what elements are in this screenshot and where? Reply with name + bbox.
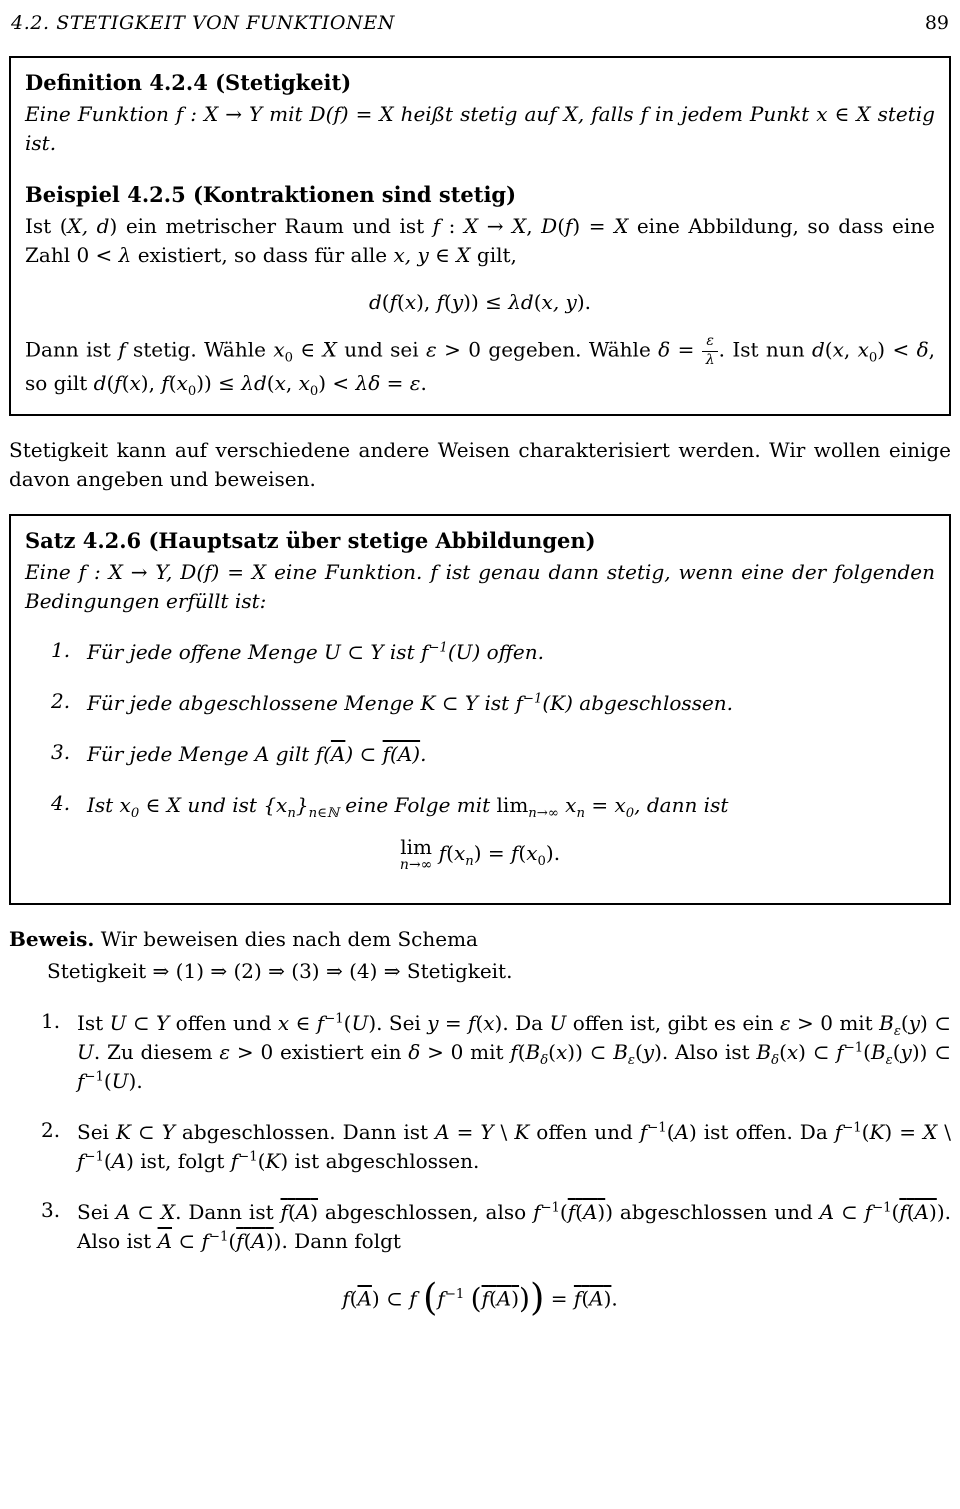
satz-item-4: [51, 791, 935, 820]
definition-title: Definition 4.2.4 (Stetigkeit): [25, 70, 352, 95]
definition-body: Eine Funktion f : X → Y mit D(f) = X heißt stetig auf X, falls f in jedem Punkt x ∈ X stetig ist.: [25, 102, 935, 155]
item-text: Ist $x_0$ ∈ X und ist $\{x_n\}_{n\in ℕ}$ eine Folge mit $\lim_{n\to\infty} x_n = x_0$, dann ist: [87, 793, 729, 821]
item-text: Sei A ⊂ X. Dann ist f(A) abgeschlossen, also $f^{-1}(f(A))$ abgeschlossen und A ⊂ $f^{-1}(f(A))$. Also ist $\overline{A}$ ⊂ $f^{-1}(f(A))$. Dann folgt: [77, 1200, 951, 1254]
satz-intro: Eine f : X → Y, D(f) = X eine Funktion. f ist genau dann stetig, wenn eine der folgenden Bedingungen erfüllt ist:: [25, 560, 935, 613]
item-number: 3.: [41, 1198, 61, 1223]
closure-formula: $f(\overline{A})$ ⊂ f ($f^{-1}$ (f(A))) = f(A).: [342, 1276, 618, 1320]
beweis-item-3: [41, 1198, 951, 1256]
item-text: Sei K ⊂ Y abgeschlossen. Dann ist A = Y \ K offen und $f^{-1}(A)$ ist offen. Da $f^{-1}(K) = X$ \ $f^{-1}(A)$ ist, folgt $f^{-1}(K)$ ist abgeschlossen.: [77, 1120, 951, 1174]
beweis-item-1: [41, 1009, 951, 1096]
satz-box: [9, 514, 951, 905]
beweis-item-2: [41, 1118, 951, 1176]
beispiel-title: Beispiel 4.2.5 (Kontraktionen sind stetig): [25, 182, 517, 207]
satz-item-3: [51, 740, 935, 769]
item-text: Für jede abgeschlossene Menge K ⊂ Y ist $f^{-1}(K)$ abgeschlossen.: [87, 691, 734, 715]
item-number: 3.: [51, 740, 71, 764]
item-number: 1.: [51, 638, 71, 662]
beweis-paragraph: [9, 925, 951, 954]
item-number: 2.: [41, 1118, 61, 1143]
beweis-schema: Stetigkeit ⇒ (1) ⇒ (2) ⇒ (3) ⇒ (4) ⇒ Stetigkeit.: [47, 959, 513, 984]
satz-title: Satz 4.2.6 (Hauptsatz über stetige Abbildungen): [25, 528, 596, 553]
item-number: 4.: [51, 791, 71, 815]
item-text: Ist U ⊂ Y offen und x ∈ $f^{-1}(U)$. Sei y = f(x). Da U offen ist, gibt es ein ε > 0 mit $B_\varepsilon(y)$ ⊂ U. Zu diesem ε > 0 existiert ein δ > 0 mit $f(B_\delta(x))$ ⊂ $B_\varepsilon(y)$. Also ist $B_\delta(x)$ ⊂ $f^{-1}(B_\varepsilon(y))$ ⊂ $f^{-1}(U)$.: [77, 1011, 951, 1094]
satz-item-list: [25, 638, 935, 820]
contraction-inequality-formula: d(f(x), f(y)) ≤ λd(x, y).: [368, 290, 592, 314]
section-heading: 4.2. STETIGKEIT VON FUNKTIONEN: [11, 12, 396, 34]
transition-paragraph: Stetigkeit kann auf verschiedene andere Weisen charakterisiert werden. Wir wollen einige davon angeben und beweisen.: [9, 438, 951, 491]
limit-formula: lim n→∞ $f(x_n) = f(x_0)$.: [399, 835, 561, 873]
satz-item-2: [51, 689, 935, 718]
satz-item-1: [51, 638, 935, 667]
beweis-label: Beweis.: [9, 927, 95, 952]
beweis-item-list: [9, 1009, 951, 1256]
item-text: Für jede Menge A gilt $f(\overline{A})$ ⊂ f(A).: [87, 742, 427, 766]
beispiel-body-2: Dann ist f stetig. Wähle $x_0$ ∈ X und sei ε > 0 gegeben. Wähle δ = $\frac{\varepsilon}{\lambda}$ . Ist nun d(x, $x_0) < \delta$, so gilt d(f(x), $f(x_0)) \le \lambda d(x$, $x_0) < \lambda\delta = \varepsilon$.: [25, 333, 936, 399]
page-number: 89: [924, 12, 949, 34]
item-number: 2.: [51, 689, 71, 713]
beweis-intro-text: Wir beweisen dies nach dem Schema: [100, 927, 478, 952]
beispiel-body-1: Ist (X, d) ein metrischer Raum und ist f : X → X, D(f) = X eine Abbildung, so dass eine Zahl 0 < λ existiert, so dass für alle x, y ∈ X gilt,: [25, 214, 936, 267]
page-header: [11, 12, 949, 34]
item-number: 1.: [41, 1009, 61, 1034]
definition-box: [9, 56, 951, 416]
item-text: Für jede offene Menge U ⊂ Y ist $f^{-1}(U)$ offen.: [87, 640, 544, 664]
